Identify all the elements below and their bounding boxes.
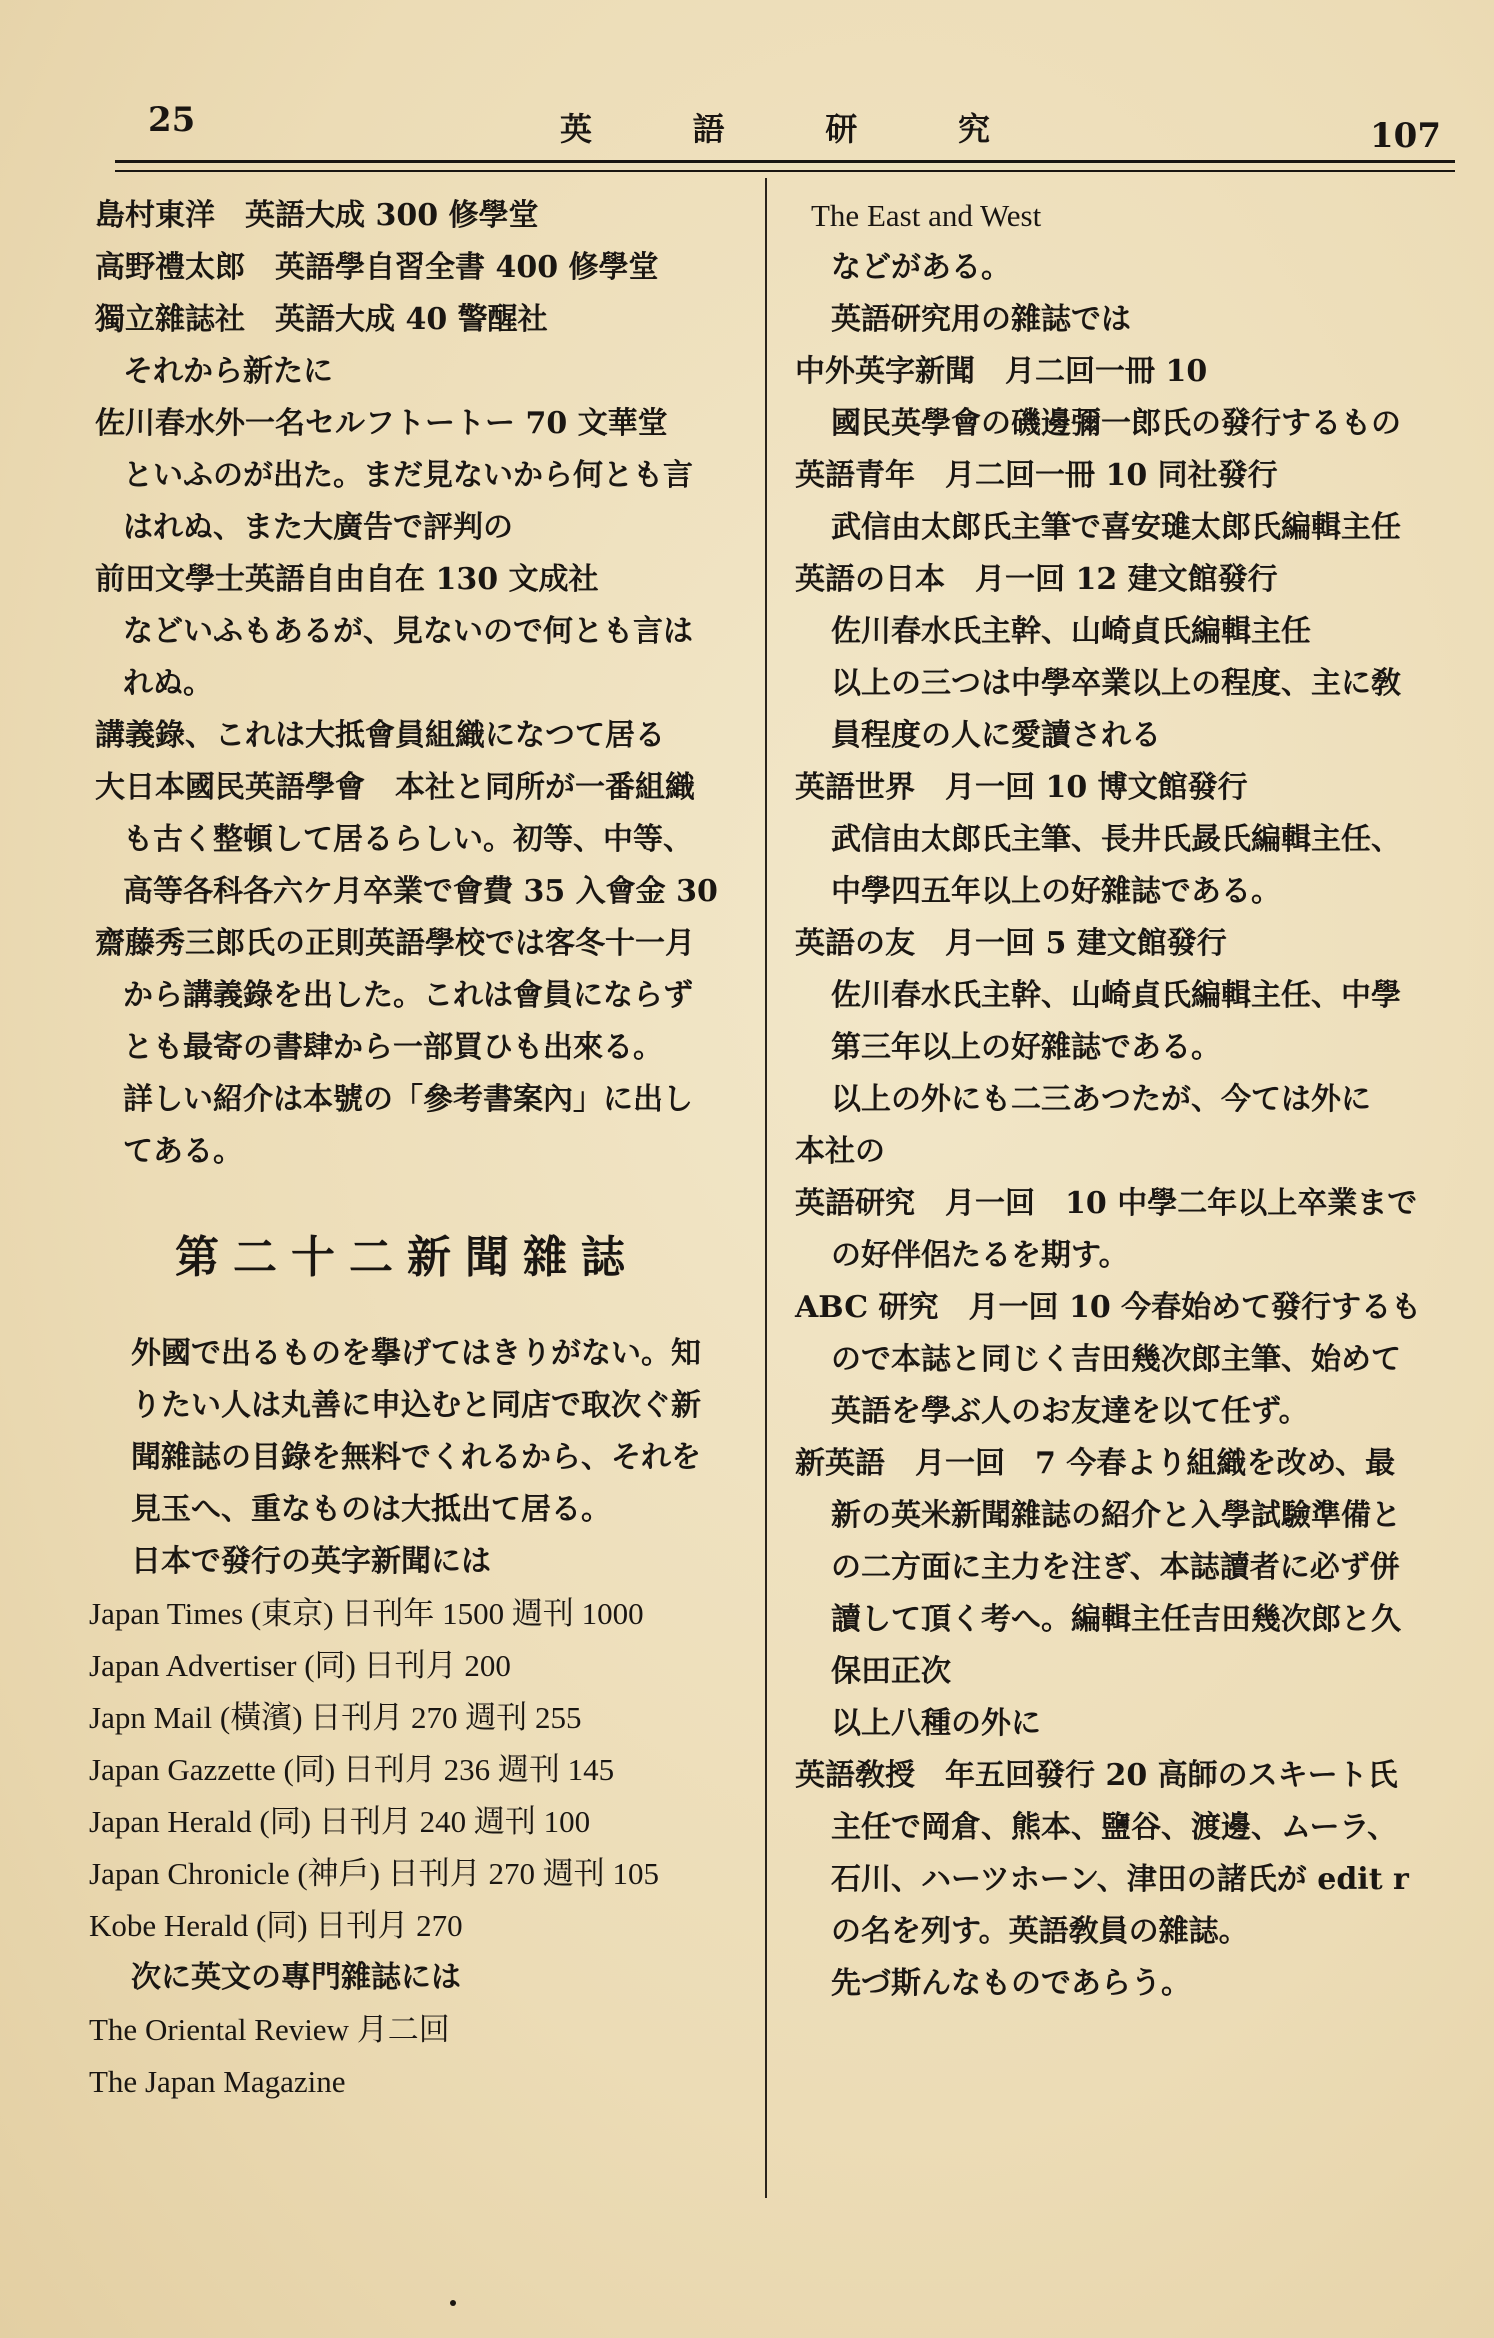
magazine-entry: The Japan Magazine [89, 2064, 346, 2099]
running-title-char: 英 [560, 110, 593, 148]
text-line: 以上八種の外に [831, 1706, 1041, 1741]
text-line: 以上の三つは中學卒業以上の程度、主に敎 [831, 666, 1401, 701]
text-line: 前田文學士英語自由自在 130 文成社 [95, 562, 599, 597]
section-heading: 第二十二新聞雜誌 [175, 1232, 639, 1283]
text-line: はれぬ、また大廣告で評判の [123, 510, 513, 545]
text-line: 次に英文の專門雜誌には [131, 1960, 461, 1995]
text-line: から講義錄を出した。これは會員にならず [123, 978, 693, 1013]
text-line: れぬ。 [123, 666, 213, 701]
text-line: 齋藤秀三郎氏の正則英語學校では客冬十一月 [95, 926, 695, 961]
text-line: 中學四五年以上の好雜誌である。 [831, 874, 1281, 909]
print-speck [450, 2300, 456, 2306]
text-line: 佐川春水外一名セルフトートー 70 文華堂 [95, 406, 668, 441]
newspaper-entry: Japn Mail (橫濱) 日刊月 270 週刊 255 [89, 1700, 582, 1735]
periodical-entry: 新英語 月一回 7 今春より組織を改め、最 [795, 1446, 1396, 1481]
text-line: とも最寄の書肆から一部買ひも出來る。 [123, 1030, 663, 1065]
column-divider [765, 178, 767, 2198]
text-line: 高野禮太郎 英語學自習全書 400 修學堂 [95, 250, 659, 285]
text-line: 主任で岡倉、熊本、鹽谷、渡邊、ムーラ、 [831, 1810, 1398, 1845]
periodical-entry: 中外英字新聞 月二回一冊 10 [795, 354, 1208, 389]
text-line: 以上の外にも二三あつたが、今ては外に [831, 1082, 1371, 1117]
periodical-entry: ABC 研究 月一回 10 今春始めて發行するも [795, 1290, 1422, 1325]
text-line: といふのが出た。まだ見ないから何とも言 [123, 458, 693, 493]
text-line: 武信由太郎氏主筆で喜安璡太郎氏編輯主任 [831, 510, 1401, 545]
text-line: 大日本國民英語學會 本社と同所が一番組織 [95, 770, 695, 805]
newspaper-entry: Japan Times (東京) 日刊年 1500 週刊 1000 [89, 1596, 644, 1631]
magazine-entry: The Oriental Review 月二回 [89, 2012, 450, 2047]
newspaper-entry: Japan Advertiser (同) 日刊月 200 [89, 1648, 511, 1683]
left-column [89, 190, 765, 2108]
text-line: 聞雜誌の目錄を無料でくれるから、それを [131, 1440, 701, 1475]
text-line: などいふもあるが、見ないので何とも言は [123, 614, 693, 649]
periodical-entry: 英語青年 月二回一冊 10 同社發行 [795, 458, 1278, 493]
running-title-char: 究 [957, 110, 990, 148]
text-line: の名を列す。英語敎員の雜誌。 [831, 1914, 1249, 1949]
text-line: 講義錄、これは大抵會員組織になつて居る [95, 718, 665, 753]
newspaper-entry: Japan Chronicle (神戶) 日刊月 270 週刊 105 [89, 1856, 659, 1891]
left-page-number: 25 [148, 100, 196, 140]
running-title [560, 104, 990, 150]
text-line: 外國で出るものを擧げてはきりがない。知 [131, 1336, 701, 1371]
text-line: 保田正次 [831, 1654, 951, 1689]
periodical-entry: 英語研究 月一回 10 中學二年以上卒業まで [795, 1186, 1418, 1221]
periodical-entry: 英語の友 月一回 5 建文館發行 [795, 926, 1227, 961]
text-line: 高等各科各六ケ月卒業で會費 35 入會金 30 [123, 874, 718, 909]
text-line: 石川、ハーツホーン、津田の諸氏が edit r [831, 1862, 1409, 1897]
text-line: 佐川春水氏主幹、山崎貞氏編輯主任 [831, 614, 1311, 649]
text-line: 第三年以上の好雜誌である。 [831, 1030, 1221, 1065]
periodical-entry: 英語敎授 年五回發行 20 高師のスキート氏 [795, 1758, 1398, 1793]
text-line: りたい人は丸善に申込むと同店で取次ぐ新 [131, 1388, 701, 1423]
text-line: 武信由太郎氏主筆、長井氏晸氏編輯主任、 [831, 822, 1401, 857]
text-line: の二方面に主力を注ぎ、本誌讀者に必ず併 [831, 1550, 1400, 1585]
text-line: それから新たに [123, 354, 333, 389]
text-line: 英語を學ぶ人のお友達を以て任ず。 [831, 1394, 1309, 1429]
right-page-number: 107 [1370, 116, 1441, 156]
text-line: てある。 [123, 1134, 243, 1169]
magazine-entry: The East and West [811, 198, 1042, 233]
text-line: ので本誌と同じく吉田幾次郎主筆、始めて [831, 1342, 1401, 1377]
text-line: 詳しい紹介は本號の「參考書案內」に出し [123, 1082, 693, 1117]
text-line: 獨立雜誌社 英語大成 40 警醒社 [95, 302, 548, 337]
right-column [795, 190, 1465, 2010]
running-title-char: 研 [825, 110, 858, 148]
text-line: 島村東洋 英語大成 300 修學堂 [95, 198, 539, 233]
text-line: 見玉へ、重なものは大抵出て居る。 [131, 1492, 611, 1527]
text-line: 英語研究用の雜誌では [831, 302, 1131, 337]
text-line: 新の英米新聞雜誌の紹介と入學試驗準備と [831, 1498, 1401, 1533]
text-line: 日本で發行の英字新聞には [131, 1544, 491, 1579]
newspaper-entry: Japan Herald (同) 日刊月 240 週刊 100 [89, 1804, 591, 1839]
text-line: 本社の [795, 1134, 885, 1169]
newspaper-entry: Kobe Herald (同) 日刊月 270 [89, 1908, 463, 1943]
header-rule-bottom [115, 170, 1455, 172]
text-line: も古く整頓して居るらしい。初等、中等、 [123, 822, 693, 857]
running-title-char: 語 [692, 110, 725, 148]
text-line: などがある。 [831, 250, 1011, 285]
text-line: 佐川春水氏主幹、山崎貞氏編輯主任、中學 [831, 978, 1401, 1013]
newspaper-entry: Japan Gazzette (同) 日刊月 236 週刊 145 [89, 1752, 615, 1787]
text-line: 國民英學會の磯邊彌一郎氏の發行するもの [831, 406, 1401, 441]
periodical-entry: 英語世界 月一回 10 博文館發行 [795, 770, 1248, 805]
text-line: の好伴侶たるを期す。 [831, 1238, 1129, 1273]
text-line: 讀して頂く考へ。編輯主任吉田幾次郎と久 [831, 1602, 1401, 1637]
text-line: 先づ斯んなものであらう。 [831, 1966, 1191, 2001]
periodical-entry: 英語の日本 月一回 12 建文館發行 [795, 562, 1278, 597]
text-line: 員程度の人に愛讀される [831, 718, 1161, 753]
header-rule-top [115, 160, 1455, 163]
